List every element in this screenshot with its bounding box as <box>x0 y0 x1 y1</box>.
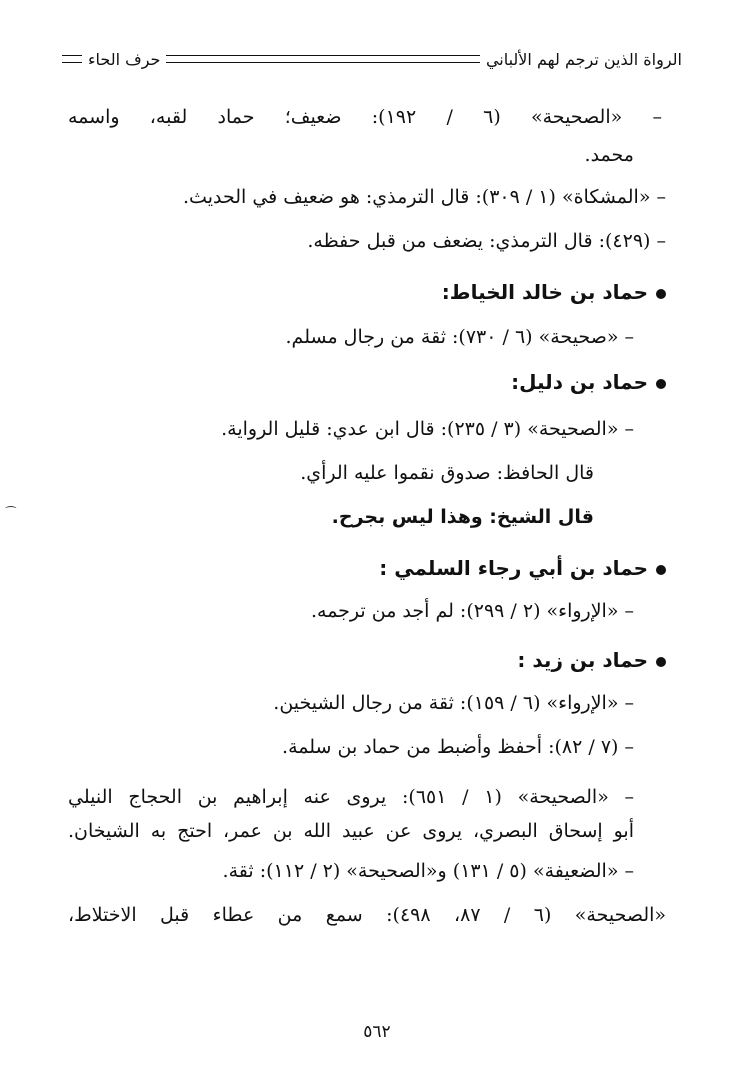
entry-line: – «الصحيحة» (٣ / ٢٣٥): قال ابن عدي: قليل الرواية. <box>221 418 634 440</box>
entry-line: – «الصحيحة» (٦ / ١٩٢): ضعيف؛ حماد لقبه، واسمه <box>68 106 662 128</box>
entry-line: – «الضعيفة» (٥ / ١٣١) و«الصحيحة» (٢ / ١١٢): ثقة. <box>222 860 634 882</box>
entry-line: – «صحيحة» (٦ / ٧٣٠): ثقة من رجال مسلم. <box>285 326 634 348</box>
chapter-title: حرف الحاء <box>88 49 161 69</box>
margin-mark: ⁔ <box>6 494 16 508</box>
narrator-name: حماد بن زيد : <box>517 648 648 672</box>
author-note: قال الشيخ: وهذا ليس بجرح. <box>331 506 594 528</box>
header-short-rule <box>62 55 82 63</box>
entry-line: «الصحيحة» (٦ / ٨٧، ٤٩٨): سمع من عطاء قبل الاختلاط، <box>68 904 667 926</box>
header-rule <box>166 55 480 63</box>
narrator-heading <box>379 556 666 580</box>
entry-line: – «الإرواء» (٢ / ٢٩٩): لم أجد من ترجمه. <box>310 600 634 622</box>
entry-line: قال الحافظ: صدوق نقموا عليه الرأي. <box>300 462 594 484</box>
entry-line: أبو إسحاق البصري، يروى عن عبيد الله بن عمر، احتج به الشيخان. <box>68 820 634 842</box>
bullet-icon <box>656 657 666 667</box>
narrator-name: حماد بن أبي رجاء السلمي : <box>379 556 648 580</box>
bullet-icon <box>656 565 666 575</box>
bullet-icon <box>656 379 666 389</box>
entry-line: – (٧ / ٨٢): أحفظ وأضبط من حماد بن سلمة. <box>282 736 634 758</box>
narrator-heading <box>517 648 666 672</box>
entry-line: محمد. <box>584 144 634 166</box>
bullet-icon <box>656 289 666 299</box>
narrator-name: حماد بن دليل: <box>511 370 648 394</box>
running-header <box>62 44 682 74</box>
entry-line: – «الصحيحة» (١ / ٦٥١): يروى عنه إبراهيم بن الحجاج النيلي <box>68 786 635 808</box>
page-number: ٥٦٢ <box>363 1022 391 1042</box>
entry-line: – «الإرواء» (٦ / ١٥٩): ثقة من رجال الشيخين. <box>273 692 634 714</box>
entry-line: – «المشكاة» (١ / ٣٠٩): قال الترمذي: هو ضعيف في الحديث. <box>183 186 666 208</box>
book-title: الرواة الذين ترجم لهم الألباني <box>485 49 682 69</box>
narrator-name: حماد بن خالد الخياط: <box>441 280 648 304</box>
narrator-heading <box>511 370 666 394</box>
entry-line: – (٤٢٩): قال الترمذي: يضعف من قبل حفظه. <box>307 230 666 252</box>
narrator-heading <box>442 280 666 304</box>
